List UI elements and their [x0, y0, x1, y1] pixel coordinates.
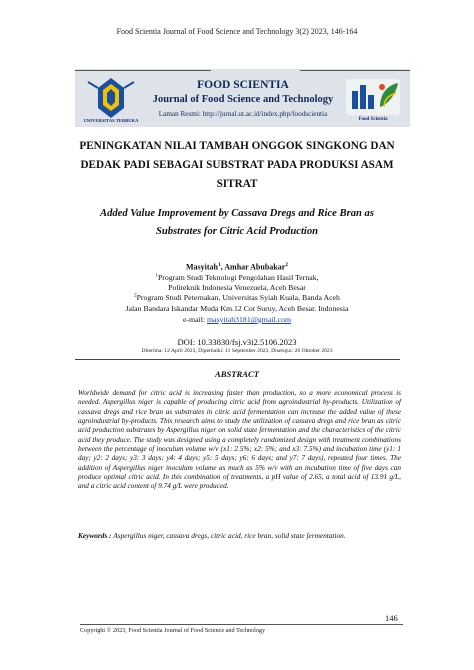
affiliation-mark: 2 [134, 293, 137, 299]
submission-dates: Diterima: 12 April 2023, Diperbaiki: 11 September 2023, Disetujui: 26 Oktober 2023 [141, 348, 333, 354]
author-list [0, 262, 474, 272]
banner-rule-left [75, 70, 211, 71]
affiliation-text: Program Studi Peternakan, Universitas Syiah Kuala, Banda Aceh [136, 293, 340, 302]
email-link[interactable]: masyitah3181@gmail.com [206, 315, 292, 324]
affiliation-2-line-2: Jalan Bandara Iskandar Muda Km.12 Cot Suruy, Aceh Besar. Indonesia [125, 304, 349, 313]
title-en-line-1: Added Value Improvement by Cassava Dregs and Rice Bran as [100, 208, 374, 219]
doi[interactable]: DOI: 10.33830/fsj.v3i2.5106.2023 [177, 337, 297, 347]
author-name: Amhar Abubakar [224, 262, 286, 272]
page-number: 146 [385, 613, 398, 623]
author-name: Masyitah [185, 262, 218, 272]
email-line [0, 315, 474, 324]
author-affiliation-mark: 2 [285, 262, 289, 268]
keywords [78, 531, 401, 540]
affiliation-1-line-2: Politeknik Indonesia Venezuela, Aceh Besar [168, 283, 306, 292]
journal-url[interactable]: Laman Resmi: http://jurnal.ut.ac.id/index.php/foodscientia [158, 110, 328, 118]
affiliation-text: Program Studi Teknologi Pengolahan Hasil Ternak, [157, 273, 319, 282]
ut-logo-label: UNIVERSITAS TERBUKA [83, 118, 139, 123]
title-en-line-2: Substrates for Citric Acid Production [155, 226, 319, 237]
food-scientia-logo-label: Food Scientia [358, 117, 388, 122]
copyright-notice: Copyright © 2023, Food Scientia Journal of Food Science and Technology [80, 627, 266, 634]
banner-rule-right [300, 70, 410, 71]
journal-name: FOOD SCIENTIA [197, 79, 289, 91]
author-affiliation-mark: 1 [217, 262, 221, 268]
running-header: Food Scientia Journal of Food Science and Technology 3(2) 2023, 146-164 [116, 27, 358, 36]
food-scientia-emblem [346, 79, 400, 115]
abstract-body: Worldwide demand for citric acid is increasing faster than production, so a more economical process is needed. Aspergillus niger is capable of producing citric acid from agroindustrial by-products. Utilization of cassava dregs and rice bran as substrates in citric acid fermentation can increase the added value of these agroindustrial by-products. This research aims to study the utilization of cassava dregs and rice bran as citric acid production substrates by Aspergillus niger on solid state fermentation and the characteristics of the citric acid they produce. The study was designed using a completely randomized design with treatment combinations between the percentage of inoculum volume w/v (x1: 2.5%; x2: 5%; and x3: 7.5%) and incubation time (y1: 1 day; y2: 2 days; y3: 3 days; y4: 4 days; y5: 5 days; y6: 6 days; and y7: 7 days), repeated four times. The addition of Aspergillus niger inoculum volume as much as 5% w/v with an incubation time of five days can produce optimal citric acid. In this combination of treatments, a pH value of 2.65, a total acid of 13.91 g/L, and a citric acid content of 9.74 g/L were produced. [78, 389, 401, 491]
section-divider [75, 359, 400, 360]
affiliation-2-line-1 [0, 293, 474, 302]
ut-emblem [88, 78, 134, 118]
author-separator: , [220, 262, 225, 272]
email-label: e-mail: [182, 315, 207, 324]
journal-subtitle: Journal of Food Science and Technology [152, 94, 334, 105]
title-id-line-2: DEDAK PADI SEBAGAI SUBSTRAT PADA PRODUKSI ASAM [80, 159, 394, 171]
affiliation-mark: 1 [155, 273, 158, 279]
footer-divider [80, 624, 403, 625]
abstract-heading: ABSTRACT [215, 369, 259, 379]
keywords-list: Aspergillus niger, cassava dregs, citric acid, rice bran, solid state fermentation. [113, 531, 346, 540]
title-id-line-1: PENINGKATAN NILAI TAMBAH ONGGOK SINGKONG DAN [79, 140, 395, 152]
keywords-label: Keywords : [78, 531, 114, 540]
affiliation-1-line-1 [0, 273, 474, 282]
title-id-line-3: SITRAT [216, 178, 258, 190]
